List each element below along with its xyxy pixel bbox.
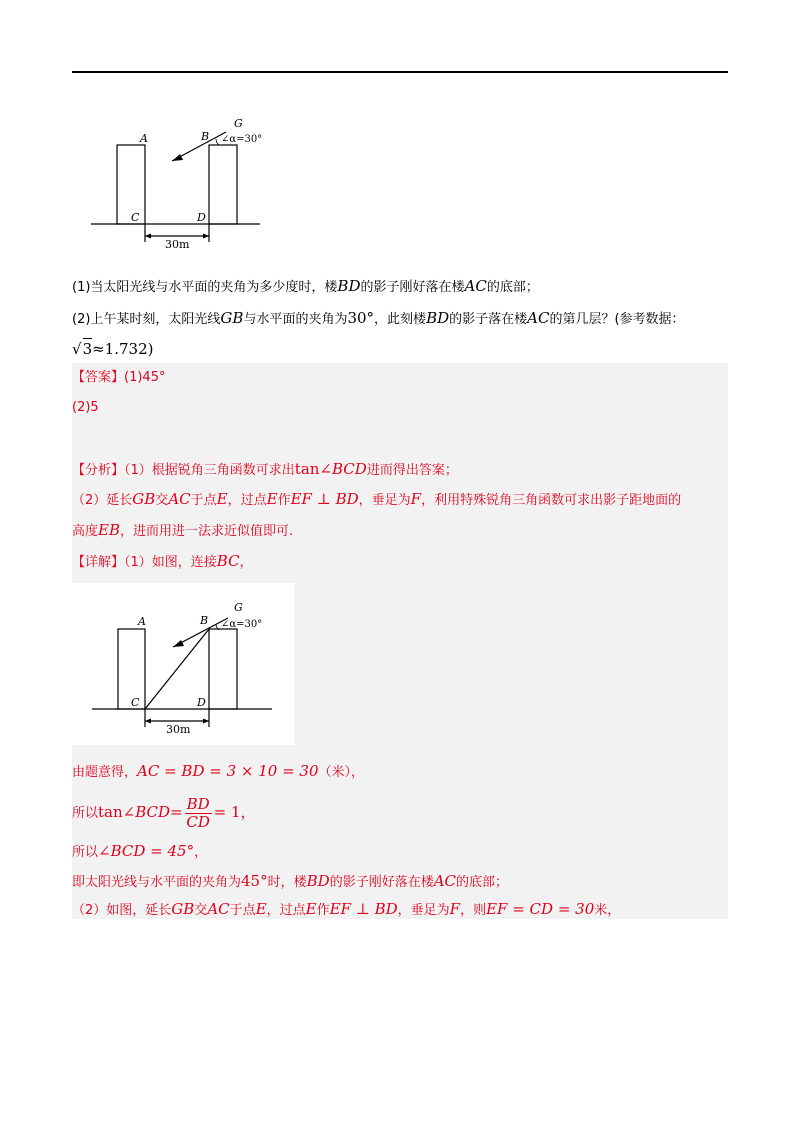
building-bd [209,145,237,224]
analysis-line-1: 【分析】（1）根据锐角三角函数可求出tan∠BCD进而得出答案； [72,460,458,478]
angle-label: ∠α=30° [221,134,263,145]
arrow-head [172,154,183,161]
label-a: A [138,615,146,628]
distance-label: 30m [165,238,190,251]
figure-buildings-2 [88,591,278,737]
detail-line-3: 所以tan∠BCD= $\frac{BD}{CD}$ = 1， [72,795,256,831]
label-d: D [197,696,206,709]
header-rule [72,71,728,73]
question-2-reference: √3≈1.732) [72,340,154,358]
answer-panel [72,363,728,919]
detail-line-6: （2）如图，延长GB交AC于点E，过点E作EF ⊥ BD，垂足为F，则EF = CD = 30米， [72,900,621,918]
label-c: C [131,211,140,224]
label-a: A [140,132,148,145]
arrow-head [173,640,184,647]
question-2: (2)上午某时刻，太阳光线GB与水平面的夹角为30°，此刻楼BD的影子落在楼AC的第几层？(参考数据： [72,309,685,327]
figure-buildings-1 [88,112,268,252]
building-bd [209,629,237,709]
label-c: C [131,696,140,709]
figure-panel-2 [72,583,294,745]
label-g: G [234,117,243,130]
label-b: B [200,614,209,627]
detail-line-5: 即太阳光线与水平面的夹角为45°时，楼BD的影子刚好落在楼AC的底部； [72,872,509,890]
analysis-line-2: （2）延长GB交AC于点E，过点E作EF ⊥ BD，垂足为F，利用特殊锐角三角函数可求出影子距地面的 [72,490,682,508]
label-d: D [197,211,206,224]
detail-line-4: 所以∠BCD = 45°， [72,842,208,860]
label-g: G [234,601,243,614]
answer-line-2: (2)5 [72,400,99,415]
question-1: (1)当太阳光线与水平面的夹角为多少度时，楼BD的影子刚好落在楼AC的底部； [72,277,539,295]
analysis-line-3: 高度EB，进而用进一法求近似值即可. [72,521,294,539]
detail-line-1: 【详解】（1）如图，连接BC， [72,552,253,570]
detail-line-2: 由题意得，AC = BD = 3 × 10 = 30（米）， [72,762,365,780]
answer-line-1: 【答案】(1)45° [72,370,166,385]
angle-label: ∠α=30° [221,619,263,630]
label-b: B [201,130,210,143]
distance-label: 30m [166,723,191,736]
